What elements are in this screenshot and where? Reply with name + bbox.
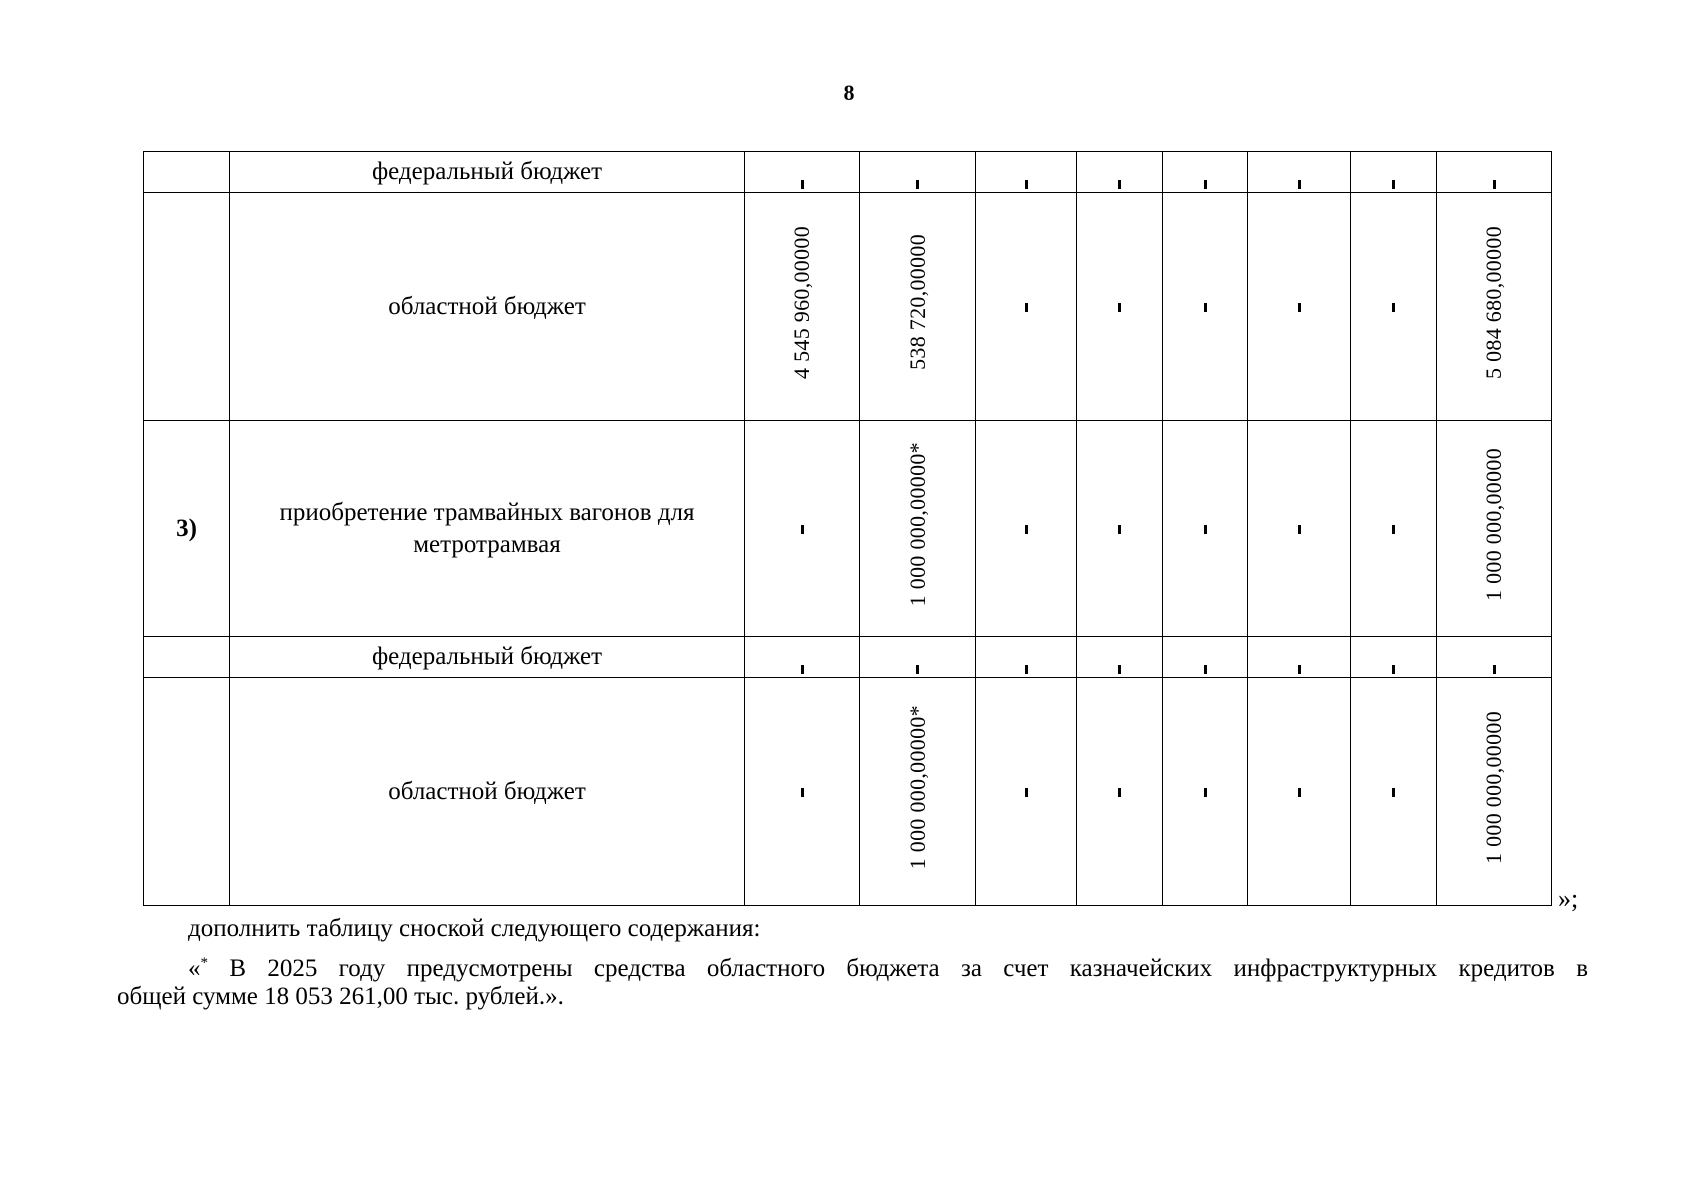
dash-mark <box>1493 180 1496 189</box>
dash-mark <box>1204 665 1207 674</box>
dash-mark <box>1025 180 1028 189</box>
value-cell <box>976 152 1077 193</box>
value-cell <box>1163 152 1248 193</box>
value-cell <box>860 152 976 193</box>
row-name-cell: федеральный бюджет <box>230 637 745 678</box>
value-cell <box>1351 637 1437 678</box>
value-cell <box>1437 637 1552 678</box>
value-cell <box>745 421 860 637</box>
dash-mark <box>1392 303 1395 312</box>
value-cell <box>976 421 1077 637</box>
value-cell <box>1077 193 1163 421</box>
dash-mark <box>1298 665 1301 674</box>
value-cell <box>1248 421 1351 637</box>
value-text: 1 000 000,00000 <box>1481 447 1506 601</box>
dash-mark <box>1392 525 1395 534</box>
value-cell <box>745 637 860 678</box>
dash-mark <box>1392 180 1395 189</box>
value-cell <box>1437 152 1552 193</box>
row-name-cell: областной бюджет <box>230 193 745 421</box>
value-cell <box>976 193 1077 421</box>
table-row <box>144 193 1552 421</box>
value-cell <box>1163 193 1248 421</box>
dash-mark <box>1204 525 1207 534</box>
dash-mark <box>1298 180 1301 189</box>
value-cell <box>1077 421 1163 637</box>
footnote-intro: дополнить таблицу сноской следующего содержания: <box>188 915 761 942</box>
footnote-body: В 2025 году предусмотрены средства областного бюджета за счет казначейских инфраструктурных кредитов в <box>208 955 1588 982</box>
value-cell <box>745 152 860 193</box>
dash-mark <box>1298 303 1301 312</box>
value-cell <box>745 678 860 906</box>
value-cell <box>1248 637 1351 678</box>
row-number-cell <box>144 193 230 421</box>
table-body <box>144 152 1552 906</box>
value-cell <box>1248 193 1351 421</box>
dash-mark <box>1118 788 1121 797</box>
value-cell <box>1248 678 1351 906</box>
value-cell <box>1351 193 1437 421</box>
value-text: 1 000 000,00000* <box>904 441 930 607</box>
dash-mark <box>1204 303 1207 312</box>
row-number-cell: 3) <box>144 421 230 637</box>
dash-mark <box>1204 788 1207 797</box>
dash-mark <box>916 180 919 189</box>
dash-mark <box>1025 525 1028 534</box>
row-number-cell <box>144 637 230 678</box>
value-cell <box>1077 152 1163 193</box>
value-cell <box>1437 421 1552 637</box>
table-row <box>144 421 1552 637</box>
value-cell <box>976 637 1077 678</box>
dash-mark <box>1392 788 1395 797</box>
value-cell <box>1351 152 1437 193</box>
dash-mark <box>1298 525 1301 534</box>
dash-mark <box>1025 788 1028 797</box>
dash-mark <box>801 525 804 534</box>
dash-mark <box>1118 525 1121 534</box>
dash-mark <box>916 665 919 674</box>
value-cell <box>1163 421 1248 637</box>
value-cell <box>745 193 860 421</box>
value-cell <box>1163 637 1248 678</box>
closing-quote: »; <box>1558 884 1579 913</box>
footnote-text-end: общей сумме 18 053 261,00 тыс. рублей.». <box>117 983 564 1010</box>
dash-mark <box>801 788 804 797</box>
row-number-cell <box>144 152 230 193</box>
dash-mark <box>1118 665 1121 674</box>
value-cell <box>860 637 976 678</box>
footnote-open-quote: « <box>188 955 201 982</box>
value-text: 5 084 680,00000 <box>1481 225 1506 379</box>
dash-mark <box>1493 665 1496 674</box>
dash-mark <box>1118 303 1121 312</box>
value-cell <box>1351 678 1437 906</box>
footnote-star: * <box>200 955 208 971</box>
row-name-cell: приобретение трамвайных вагонов для метротрамвая <box>230 421 745 637</box>
value-text: 4 545 960,00000 <box>789 225 814 379</box>
row-number-cell <box>144 678 230 906</box>
dash-mark <box>1392 665 1395 674</box>
dash-mark <box>1025 665 1028 674</box>
dash-mark <box>801 180 804 189</box>
value-cell <box>1248 152 1351 193</box>
value-cell <box>1437 678 1552 906</box>
value-text: 538 720,00000 <box>904 234 930 370</box>
row-name-cell: федеральный бюджет <box>230 152 745 193</box>
dash-mark <box>1204 180 1207 189</box>
value-cell <box>1163 678 1248 906</box>
dash-mark <box>1298 788 1301 797</box>
value-text: 1 000 000,00000* <box>904 704 930 870</box>
page-number: 8 <box>843 80 855 105</box>
budget-table <box>143 151 1552 906</box>
table-row <box>144 678 1552 906</box>
value-text: 1 000 000,00000 <box>1481 710 1506 864</box>
dash-mark <box>1118 180 1121 189</box>
dash-mark <box>1025 303 1028 312</box>
table-row <box>144 152 1552 193</box>
value-cell <box>1077 637 1163 678</box>
value-cell <box>1077 678 1163 906</box>
value-cell <box>860 421 976 637</box>
dash-mark <box>801 665 804 674</box>
value-cell <box>860 193 976 421</box>
value-cell <box>860 678 976 906</box>
row-name-cell: областной бюджет <box>230 678 745 906</box>
value-cell <box>1351 421 1437 637</box>
value-cell <box>976 678 1077 906</box>
table-row <box>144 637 1552 678</box>
value-cell <box>1437 193 1552 421</box>
